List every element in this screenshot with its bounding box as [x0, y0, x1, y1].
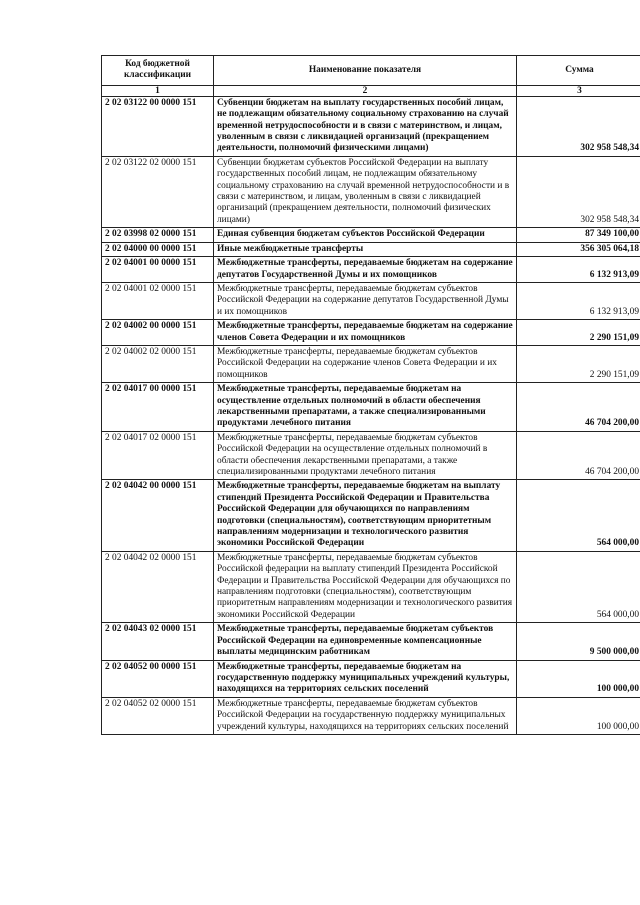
row-name: Межбюджетные трансферты, передаваемые бюджетам субъектов Российской Федерации на осуществление отдельных полномочий в области обеспечения лекарственными препаратами, а также специализированными продуктами лечебного питания: [214, 431, 517, 480]
row-code: 2 02 03122 00 0000 151: [102, 96, 214, 156]
table-row: [102, 383, 640, 432]
header-amount: Сумма: [517, 56, 640, 86]
row-amount: 302 958 548,34: [517, 156, 640, 227]
header-row: [102, 56, 640, 86]
row-code: 2 02 04002 00 0000 151: [102, 320, 214, 346]
table-row: [102, 257, 640, 283]
row-amount: 356 305 064,18: [517, 242, 640, 256]
table-row: [102, 282, 640, 319]
row-name: Межбюджетные трансферты, передаваемые бюджетам субъектов Российской федерации на выплату стипендий Президента Российской Федерации и Правительства Российской Федерации для обучающихся по направлениям подготовки (специальностям), соответствующим приоритетным направлениям модернизации и технологического развития экономики Российской Федерации: [214, 551, 517, 622]
table-row: [102, 228, 640, 242]
row-code: 2 02 04042 00 0000 151: [102, 480, 214, 551]
row-code: 2 02 03998 02 0000 151: [102, 228, 214, 242]
row-amount: 6 132 913,09: [517, 257, 640, 283]
row-name: Иные межбюджетные трансферты: [214, 242, 517, 256]
row-name: Межбюджетные трансферты, передаваемые бюджетам на содержание депутатов Государственной Думы и их помощников: [214, 257, 517, 283]
row-amount: 100 000,00: [517, 660, 640, 697]
row-code: 2 02 04052 00 0000 151: [102, 660, 214, 697]
budget-table: [101, 55, 640, 735]
row-amount: 564 000,00: [517, 480, 640, 551]
row-amount: 302 958 548,34: [517, 96, 640, 156]
row-amount: 46 704 200,00: [517, 431, 640, 480]
table-row: [102, 156, 640, 227]
row-code: 2 02 04000 00 0000 151: [102, 242, 214, 256]
row-code: 2 02 04017 02 0000 151: [102, 431, 214, 480]
row-amount: 2 290 151,09: [517, 345, 640, 382]
column-number-1: 1: [102, 85, 214, 96]
table-body: [102, 96, 640, 734]
table-row: [102, 320, 640, 346]
row-code: 2 02 04002 02 0000 151: [102, 345, 214, 382]
column-number-row: [102, 85, 640, 96]
table-row: [102, 480, 640, 551]
row-code: 2 02 03122 02 0000 151: [102, 156, 214, 227]
column-number-2: 2: [214, 85, 517, 96]
row-name: Единая субвенция бюджетам субъектов Российской Федерации: [214, 228, 517, 242]
column-number-3: 3: [517, 85, 640, 96]
table-row: [102, 623, 640, 660]
table-row: [102, 96, 640, 156]
table-row: [102, 660, 640, 697]
header-code: Код бюджетной классификации: [102, 56, 214, 86]
row-amount: 6 132 913,09: [517, 282, 640, 319]
row-amount: 46 704 200,00: [517, 383, 640, 432]
row-code: 2 02 04042 02 0000 151: [102, 551, 214, 622]
row-name: Межбюджетные трансферты, передаваемые бюджетам субъектов Российской Федерации на содержание депутатов Государственной Думы и их помощников: [214, 282, 517, 319]
row-amount: 2 290 151,09: [517, 320, 640, 346]
row-name: Межбюджетные трансферты, передаваемые бюджетам субъектов Российской Федерации на единовременные компенсационные выплаты медицинским работникам: [214, 623, 517, 660]
row-name: Субвенции бюджетам субъектов Российской Федерации на выплату государственных пособий лицам, не подлежащим обязательному социальному страхованию на случай временной нетрудоспособности и в связи с материнством, и лицам, уволенным в связи с ликвидацией организаций (прекращением деятельности, полномочий физических лицами): [214, 156, 517, 227]
table-row: [102, 697, 640, 734]
row-code: 2 02 04043 02 0000 151: [102, 623, 214, 660]
row-name: Межбюджетные трансферты, передаваемые бюджетам субъектов Российской Федерации на содержание членов Совета Федерации и их помощников: [214, 345, 517, 382]
row-amount: 100 000,00: [517, 697, 640, 734]
row-amount: 564 000,00: [517, 551, 640, 622]
row-name: Межбюджетные трансферты, передаваемые бюджетам на выплату стипендий Президента Российской Федерации и Правительства Российской Федерации для обучающихся по направлениям подготовки (специальностям), соответствующим приоритетным направлениям модернизации и технологического развития экономики Российской Федерации: [214, 480, 517, 551]
row-name: Субвенции бюджетам на выплату государственных пособий лицам, не подлежащим обязательному социальному страхованию на случай временной нетрудоспособности и в связи с материнством, и лицам, уволенным в связи с ликвидацией организаций (прекращением деятельности, полномочий физическими лицами): [214, 96, 517, 156]
row-amount: 87 349 100,00: [517, 228, 640, 242]
table-row: [102, 345, 640, 382]
row-code: 2 02 04001 00 0000 151: [102, 257, 214, 283]
row-name: Межбюджетные трансферты, передаваемые бюджетам на содержание членов Совета Федерации и их помощников: [214, 320, 517, 346]
table-row: [102, 551, 640, 622]
row-code: 2 02 04017 00 0000 151: [102, 383, 214, 432]
row-amount: 9 500 000,00: [517, 623, 640, 660]
header-name: Наименование показателя: [214, 56, 517, 86]
table-row: [102, 242, 640, 256]
row-name: Межбюджетные трансферты, передаваемые бюджетам на осуществление отдельных полномочий в области обеспечения лекарственными препаратами, а также специализированными продуктами лечебного питания: [214, 383, 517, 432]
table-row: [102, 431, 640, 480]
row-code: 2 02 04001 02 0000 151: [102, 282, 214, 319]
row-name: Межбюджетные трансферты, передаваемые бюджетам на государственную поддержку муниципальных учреждений культуры, находящихся на территориях сельских поселений: [214, 660, 517, 697]
row-code: 2 02 04052 02 0000 151: [102, 697, 214, 734]
row-name: Межбюджетные трансферты, передаваемые бюджетам субъектов Российской Федерации на государственную поддержку муниципальных учреждений культуры, находящихся на территориях сельских поселений: [214, 697, 517, 734]
